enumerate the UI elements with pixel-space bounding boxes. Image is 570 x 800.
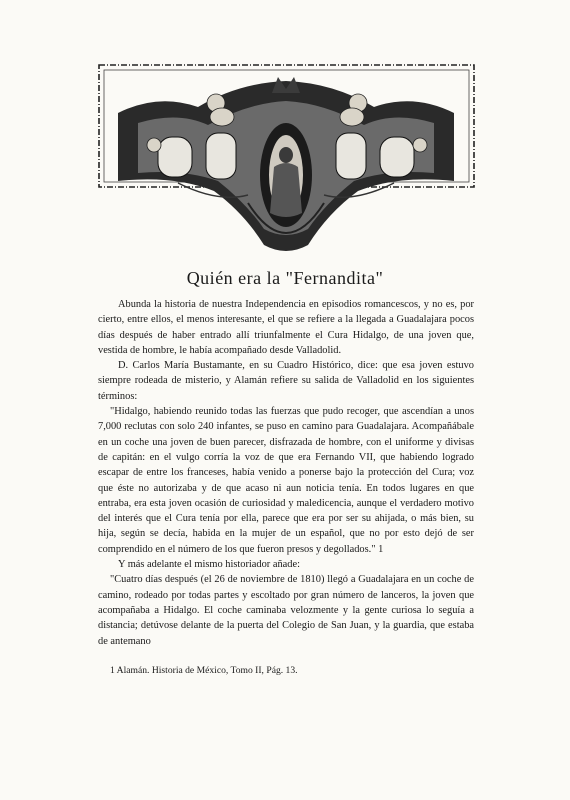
paragraph: Y más adelante el mismo historiador añade: <box>118 559 300 571</box>
paragraph: Abunda la historia de nuestra Independencia en episodios romancescos, y no es, por cierto, entre ellos, el menos interesante, el que se refiere a la llegada a Guadalajara pocos días después de haber entrado allí triunfalmente el Cura Hidalgo, de una joven que, vestida de hombre, le había acompañado desde Valladolid. <box>98 299 474 356</box>
paragraph: D. Carlos María Bustamante, en su Cuadro Histórico, dice: que esa joven estuvo siempre rodeada de misterio, y Alamán refiere su salida de Valladolid en los siguientes términos: <box>98 360 474 402</box>
chapter-title: Quién era la "Fernandita" <box>186 268 384 288</box>
quotation: "Cuatro días después (el 26 de noviembre de 1810) llegó a Guadalajara en un coche de camino, rodeado por todas partes y escoltado por gran número de lanceros, la joven que acompañaba a Hidalgo. El coche caminaba velozmente y la gente curiosa lo seguía a distancia; detúvose delante de la puerta del Colegio de San Juan, y la guardia, que estaba de antemano <box>98 574 474 647</box>
quotation: "Hidalgo, habiendo reunido todas las fuerzas que pudo recoger, que ascendían a unos 7,000 reclutas con solo 240 infantes, se puso en camino para Guadalajara. Acompañábale en un coche una joven de buen parecer, disfrazada de hombre, con el uniforme y divisas de capitán: en el vulgo corría la voz de que era Fernando VII, que habiendo logrado escapar de entre los franceses, había venido a ponerse bajo la protección del Cura; voz que éste no autorizaba y de que acaso ni aun noticia tenía. En todos lugares en que entraba, era esta joven ocasión de curiosidad y maledicencia, aunque el verdadero motivo del interés que el Cura tenía por ella, parece que era por ser su ahijada, o más bien, su hija, según se decía, habida en la mujer de un español, que no por esto dejó de ser comprendido en el número de los que fueron presos y degollados." 1 <box>98 406 474 555</box>
body-text <box>98 297 474 649</box>
ornamental-header <box>98 63 475 259</box>
footnote: 1 Alamán. Historia de México, Tomo II, Pág. 13. <box>110 665 298 676</box>
